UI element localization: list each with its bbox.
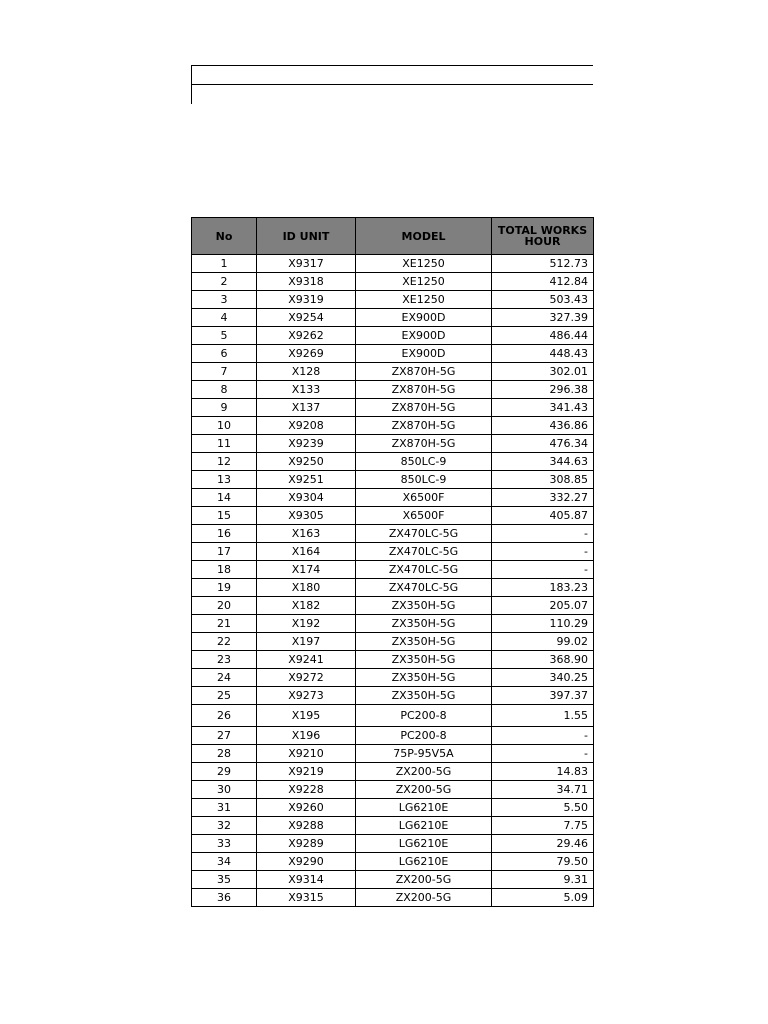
cell-no: 22 xyxy=(192,633,257,651)
table-row xyxy=(192,417,594,435)
header-left-rule xyxy=(191,65,192,104)
cell-model: ZX200-5G xyxy=(356,763,492,781)
cell-total-works-hour: 503.43 xyxy=(492,291,594,309)
cell-no: 31 xyxy=(192,799,257,817)
cell-total-works-hour: 412.84 xyxy=(492,273,594,291)
cell-no: 15 xyxy=(192,507,257,525)
cell-no: 26 xyxy=(192,705,257,727)
cell-id-unit: X9210 xyxy=(257,745,356,763)
cell-id-unit: X164 xyxy=(257,543,356,561)
cell-total-works-hour: 110.29 xyxy=(492,615,594,633)
table-row xyxy=(192,781,594,799)
cell-no: 4 xyxy=(192,309,257,327)
cell-total-works-hour: 1.55 xyxy=(492,705,594,727)
table-row xyxy=(192,687,594,705)
cell-no: 23 xyxy=(192,651,257,669)
cell-total-works-hour: 327.39 xyxy=(492,309,594,327)
cell-total-works-hour: 9.31 xyxy=(492,871,594,889)
cell-no: 5 xyxy=(192,327,257,345)
table-row xyxy=(192,633,594,651)
cell-total-works-hour: 29.46 xyxy=(492,835,594,853)
table-row xyxy=(192,669,594,687)
cell-id-unit: X9239 xyxy=(257,435,356,453)
table-row xyxy=(192,507,594,525)
cell-model: LG6210E xyxy=(356,853,492,871)
cell-total-works-hour: 205.07 xyxy=(492,597,594,615)
cell-model: ZX870H-5G xyxy=(356,417,492,435)
table-row xyxy=(192,853,594,871)
cell-model: EX900D xyxy=(356,327,492,345)
cell-model: XE1250 xyxy=(356,273,492,291)
cell-no: 21 xyxy=(192,615,257,633)
cell-total-works-hour: - xyxy=(492,561,594,579)
cell-id-unit: X180 xyxy=(257,579,356,597)
table-row xyxy=(192,871,594,889)
cell-model: ZX470LC-5G xyxy=(356,525,492,543)
cell-no: 27 xyxy=(192,727,257,745)
cell-model: LG6210E xyxy=(356,799,492,817)
table-row xyxy=(192,327,594,345)
report-header-frame xyxy=(191,65,593,104)
unit-hours-table xyxy=(191,217,594,907)
cell-total-works-hour: 340.25 xyxy=(492,669,594,687)
cell-id-unit: X9250 xyxy=(257,453,356,471)
table-row xyxy=(192,561,594,579)
cell-total-works-hour: 344.63 xyxy=(492,453,594,471)
table-row xyxy=(192,291,594,309)
table-row xyxy=(192,273,594,291)
table-row xyxy=(192,835,594,853)
cell-no: 29 xyxy=(192,763,257,781)
cell-id-unit: X195 xyxy=(257,705,356,727)
cell-model: ZX350H-5G xyxy=(356,651,492,669)
cell-no: 16 xyxy=(192,525,257,543)
header-no: No xyxy=(192,218,257,255)
cell-model: ZX200-5G xyxy=(356,889,492,907)
cell-id-unit: X197 xyxy=(257,633,356,651)
cell-no: 8 xyxy=(192,381,257,399)
cell-total-works-hour: 476.34 xyxy=(492,435,594,453)
cell-total-works-hour: 296.38 xyxy=(492,381,594,399)
cell-model: ZX870H-5G xyxy=(356,363,492,381)
table-row xyxy=(192,727,594,745)
cell-total-works-hour: 302.01 xyxy=(492,363,594,381)
cell-no: 28 xyxy=(192,745,257,763)
table-row xyxy=(192,745,594,763)
cell-no: 1 xyxy=(192,255,257,273)
cell-id-unit: X163 xyxy=(257,525,356,543)
cell-id-unit: X9219 xyxy=(257,763,356,781)
table-row xyxy=(192,363,594,381)
cell-total-works-hour: 397.37 xyxy=(492,687,594,705)
cell-id-unit: X9254 xyxy=(257,309,356,327)
cell-no: 14 xyxy=(192,489,257,507)
header-id-unit: ID UNIT xyxy=(257,218,356,255)
cell-no: 30 xyxy=(192,781,257,799)
cell-model: ZX350H-5G xyxy=(356,687,492,705)
cell-id-unit: X9269 xyxy=(257,345,356,363)
header-total-works-hour: TOTAL WORKS HOUR xyxy=(492,218,594,255)
cell-id-unit: X9290 xyxy=(257,853,356,871)
table-row xyxy=(192,705,594,727)
table-row xyxy=(192,471,594,489)
cell-id-unit: X9289 xyxy=(257,835,356,853)
cell-total-works-hour: 308.85 xyxy=(492,471,594,489)
cell-id-unit: X9288 xyxy=(257,817,356,835)
table-row xyxy=(192,345,594,363)
cell-id-unit: X9319 xyxy=(257,291,356,309)
cell-no: 36 xyxy=(192,889,257,907)
cell-id-unit: X133 xyxy=(257,381,356,399)
cell-id-unit: X9314 xyxy=(257,871,356,889)
cell-id-unit: X9305 xyxy=(257,507,356,525)
table-row xyxy=(192,399,594,417)
table-header-row xyxy=(192,218,594,255)
cell-total-works-hour: 14.83 xyxy=(492,763,594,781)
cell-no: 7 xyxy=(192,363,257,381)
cell-id-unit: X9260 xyxy=(257,799,356,817)
cell-total-works-hour: - xyxy=(492,525,594,543)
cell-total-works-hour: - xyxy=(492,727,594,745)
cell-model: ZX350H-5G xyxy=(356,633,492,651)
cell-id-unit: X9241 xyxy=(257,651,356,669)
cell-total-works-hour: 486.44 xyxy=(492,327,594,345)
table-body xyxy=(192,255,594,907)
cell-total-works-hour: 34.71 xyxy=(492,781,594,799)
cell-no: 12 xyxy=(192,453,257,471)
cell-total-works-hour: 448.43 xyxy=(492,345,594,363)
cell-total-works-hour: - xyxy=(492,543,594,561)
cell-no: 24 xyxy=(192,669,257,687)
cell-model: ZX470LC-5G xyxy=(356,579,492,597)
cell-model: XE1250 xyxy=(356,291,492,309)
cell-id-unit: X9315 xyxy=(257,889,356,907)
cell-no: 6 xyxy=(192,345,257,363)
cell-model: LG6210E xyxy=(356,817,492,835)
cell-model: 75P-95V5A xyxy=(356,745,492,763)
cell-total-works-hour: 5.09 xyxy=(492,889,594,907)
cell-id-unit: X9273 xyxy=(257,687,356,705)
cell-model: ZX470LC-5G xyxy=(356,543,492,561)
header-middle-rule xyxy=(191,84,593,85)
cell-total-works-hour: 341.43 xyxy=(492,399,594,417)
cell-model: ZX350H-5G xyxy=(356,615,492,633)
cell-no: 10 xyxy=(192,417,257,435)
cell-no: 34 xyxy=(192,853,257,871)
cell-model: X6500F xyxy=(356,489,492,507)
cell-total-works-hour: 183.23 xyxy=(492,579,594,597)
cell-total-works-hour: - xyxy=(492,745,594,763)
cell-id-unit: X9208 xyxy=(257,417,356,435)
table-row xyxy=(192,453,594,471)
cell-model: XE1250 xyxy=(356,255,492,273)
cell-no: 20 xyxy=(192,597,257,615)
cell-model: 850LC-9 xyxy=(356,471,492,489)
cell-no: 19 xyxy=(192,579,257,597)
cell-no: 35 xyxy=(192,871,257,889)
cell-no: 17 xyxy=(192,543,257,561)
header-model: MODEL xyxy=(356,218,492,255)
cell-no: 3 xyxy=(192,291,257,309)
cell-total-works-hour: 436.86 xyxy=(492,417,594,435)
cell-no: 11 xyxy=(192,435,257,453)
table-row xyxy=(192,651,594,669)
cell-model: LG6210E xyxy=(356,835,492,853)
cell-total-works-hour: 368.90 xyxy=(492,651,594,669)
cell-no: 2 xyxy=(192,273,257,291)
cell-id-unit: X9272 xyxy=(257,669,356,687)
cell-id-unit: X174 xyxy=(257,561,356,579)
table-row xyxy=(192,435,594,453)
table-row xyxy=(192,579,594,597)
cell-id-unit: X9318 xyxy=(257,273,356,291)
cell-id-unit: X196 xyxy=(257,727,356,745)
cell-model: ZX200-5G xyxy=(356,871,492,889)
cell-id-unit: X9262 xyxy=(257,327,356,345)
cell-total-works-hour: 5.50 xyxy=(492,799,594,817)
cell-total-works-hour: 332.27 xyxy=(492,489,594,507)
table-row xyxy=(192,489,594,507)
cell-total-works-hour: 79.50 xyxy=(492,853,594,871)
cell-model: ZX870H-5G xyxy=(356,381,492,399)
cell-model: ZX200-5G xyxy=(356,781,492,799)
cell-id-unit: X192 xyxy=(257,615,356,633)
cell-total-works-hour: 7.75 xyxy=(492,817,594,835)
cell-id-unit: X137 xyxy=(257,399,356,417)
table-row xyxy=(192,799,594,817)
cell-model: ZX870H-5G xyxy=(356,399,492,417)
cell-id-unit: X9317 xyxy=(257,255,356,273)
table-row xyxy=(192,309,594,327)
cell-model: ZX350H-5G xyxy=(356,669,492,687)
cell-model: 850LC-9 xyxy=(356,453,492,471)
table-row xyxy=(192,381,594,399)
table-row xyxy=(192,255,594,273)
table-row xyxy=(192,817,594,835)
cell-no: 18 xyxy=(192,561,257,579)
cell-total-works-hour: 405.87 xyxy=(492,507,594,525)
cell-model: ZX870H-5G xyxy=(356,435,492,453)
cell-id-unit: X128 xyxy=(257,363,356,381)
table-row xyxy=(192,615,594,633)
cell-no: 13 xyxy=(192,471,257,489)
cell-id-unit: X9304 xyxy=(257,489,356,507)
cell-id-unit: X9228 xyxy=(257,781,356,799)
cell-model: PC200-8 xyxy=(356,727,492,745)
cell-no: 33 xyxy=(192,835,257,853)
cell-model: ZX350H-5G xyxy=(356,597,492,615)
cell-model: PC200-8 xyxy=(356,705,492,727)
cell-id-unit: X182 xyxy=(257,597,356,615)
table-row xyxy=(192,597,594,615)
cell-no: 25 xyxy=(192,687,257,705)
cell-id-unit: X9251 xyxy=(257,471,356,489)
cell-no: 32 xyxy=(192,817,257,835)
cell-no: 9 xyxy=(192,399,257,417)
table-row xyxy=(192,525,594,543)
table-row xyxy=(192,889,594,907)
cell-total-works-hour: 512.73 xyxy=(492,255,594,273)
table-row xyxy=(192,543,594,561)
cell-model: EX900D xyxy=(356,345,492,363)
cell-model: X6500F xyxy=(356,507,492,525)
cell-model: ZX470LC-5G xyxy=(356,561,492,579)
table-row xyxy=(192,763,594,781)
cell-total-works-hour: 99.02 xyxy=(492,633,594,651)
cell-model: EX900D xyxy=(356,309,492,327)
header-top-rule xyxy=(191,65,593,66)
